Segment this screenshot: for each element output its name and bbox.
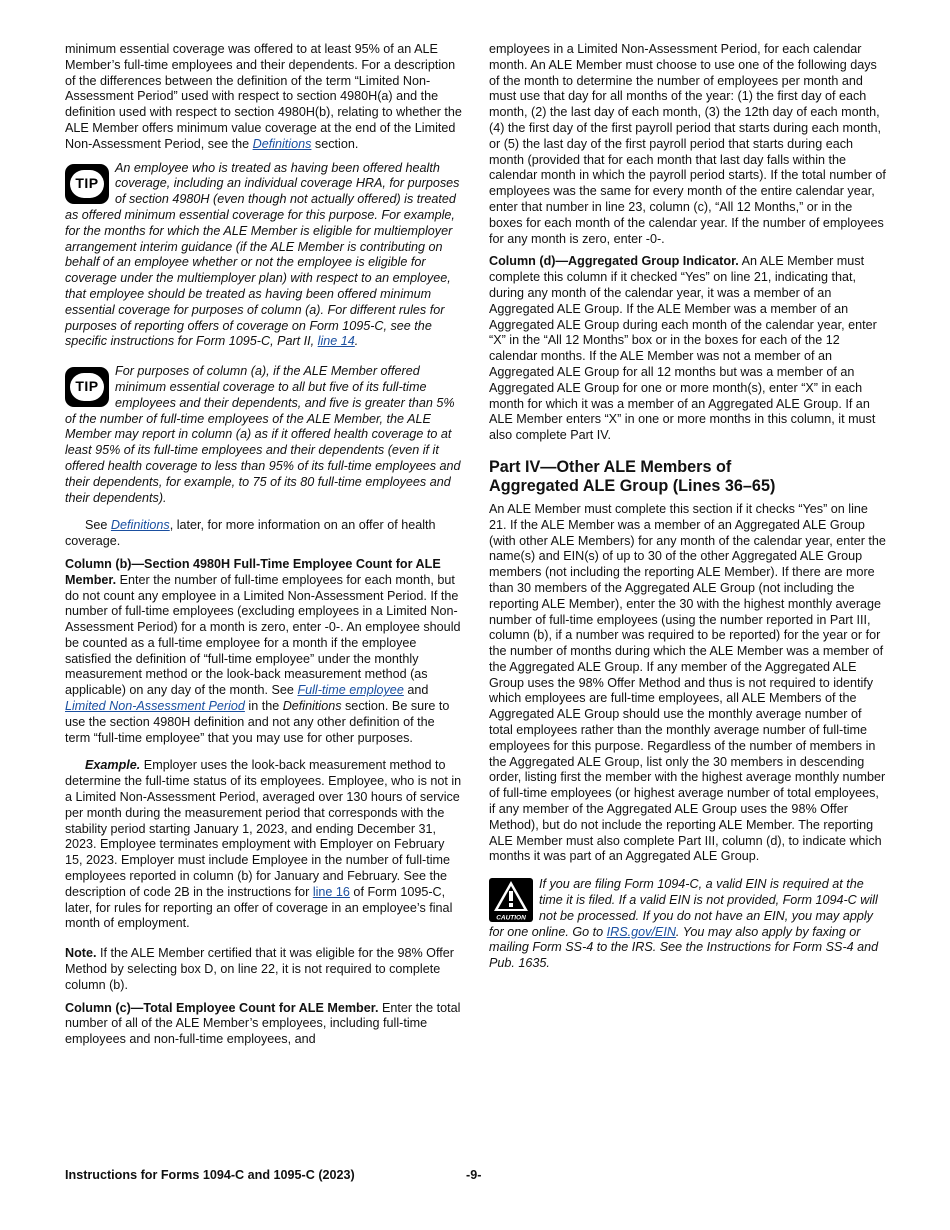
full-time-employee-link[interactable]: Full-time employee [297, 683, 404, 698]
left-column [65, 42, 463, 1055]
column-d-heading: Column (d)—Aggregated Group Indicator. [489, 254, 739, 269]
tip-icon: TIP [65, 367, 109, 407]
tip-text-1: An employee who is treated as having been offered health coverage, including an individual coverage HRA, for purposes of section 4980H (even though not actually offered) is treated as offered minimum essential coverage for this purpose. For example, for the months for which the ALE Member is eligible for multiemployer arrangement interim guidance (if the ALE Member is contributing on behalf of an employee whether or not the employee is eligible for coverage under the multiemployer plan) with respect to an employee, that employee should be treated as having been offered minimum essential coverage for purposes of column (a). For different rules for purposes of reporting offers of coverage on Form 1095-C, see the specific instructions for Form 1095-C, Part II, line 14. [65, 160, 460, 349]
column-d-paragraph: Column (d)—Aggregated Group Indicator. An ALE Member must complete this column if it checked “Yes” on line 21, indicating that, during any month of the calendar year, it was a member of an Aggregated ALE Group. If the ALE Member was a member of an Aggregated ALE Group during each month of the calendar year, enter “X” in the “All 12 Months” box or in the boxes for each of the 12 calendar months. If the ALE Member was not a member of an Aggregated ALE Group for all 12 months but was a member of an Aggregated ALE Group for one or more month(s), enter “X” in each month for which it was a member of an Aggregated ALE Group. If an ALE Member enters “X” in one or more months in this column, it must also complete Part IV. [489, 254, 877, 443]
line-14-link[interactable]: line 14 [317, 334, 355, 349]
page-number: -9- [466, 1168, 482, 1182]
see-definitions-paragraph: See Definitions, later, for more information on an offer of health coverage. [65, 518, 436, 549]
tip-box-1 [65, 161, 463, 351]
column-c-heading: Column (c)—Total Employee Count for ALE Member. [65, 1000, 379, 1015]
tip-box-2 [65, 364, 463, 506]
tip-icon: TIP [65, 164, 109, 204]
caution-icon [489, 878, 533, 922]
column-b-heading: Column (b)—Section 4980H Full-Time Employee Count for ALE Member. [65, 556, 441, 587]
definitions-link[interactable]: Definitions [110, 518, 170, 533]
caution-label: CAUTION [496, 914, 526, 922]
note-label: Note. [65, 946, 97, 961]
caution-box [489, 877, 886, 972]
right-column [489, 42, 886, 982]
caution-text: If you are filing Form 1094-C, a valid EIN is required at the time it is filed. If a valid EIN is not provided, Form 1094-C will not be processed. If you do not have an EIN, you may apply for one online. Go to IRS.gov/EIN. You may also apply by faxing or mailing Form SS-4 to the IRS. See the Instructions for Form SS-4 and Pub. 1635. [489, 877, 879, 971]
intro-paragraph: minimum essential coverage was offered to at least 95% of an ALE Member’s full-time employees and their dependents. For a description of the differences between the definition of the term “Limited Non-Assessment Period” used with respect to section 4980H(a) and the definition used with respect to section 4980H(b), relating to whether the ALE Member offers minimum value coverage at the end of the Limited Non-Assessment Period, see the Definitions section. [65, 42, 462, 151]
line-16-link[interactable]: line 16 [312, 884, 350, 899]
column-c-paragraph: Column (c)—Total Employee Count for ALE Member. Enter the total number of all of the ALE Member’s employees, including full-time employees and non-full-time employees, and [65, 1000, 461, 1047]
part-iv-heading: Part IV—Other ALE Members of Aggregated ALE Group (Lines 36–65) [489, 457, 776, 495]
footer-title: Instructions for Forms 1094-C and 1095-C (2023) [65, 1168, 355, 1182]
column-c-continued-paragraph: employees in a Limited Non-Assessment Period, for each calendar month. An ALE Member must choose to use one of the following days of the month to determine the number of employees per month and must use that day for all months of the year: (1) the first day of each month, (2) the last day of each month, (3) the 12th day of each month, (4) the first day of the first payroll period that starts during each month, or (5) the last day of the first payroll period that starts during each month (provided that for each month that last day falls within the calendar month in which the payroll period starts). If the total number of employees was the same for every month of the entire calendar year, enter that number in line 23, column (c), “All 12 Months,” or in the boxes for each month of the calendar year. If the number of employees for any month is zero, enter -0-. [489, 42, 886, 246]
definitions-link[interactable]: Definitions [252, 136, 312, 151]
column-b-paragraph: Column (b)—Section 4980H Full-Time Employee Count for ALE Member. Enter the number of full-time employees for each month, but do not count any employee in a Limited Non-Assessment Period. If the number of full-time employees (excluding employees in a Limited Non-Assessment Period) for a month is zero, enter -0-. An employee should be counted as a full-time employee for a month if the employee satisfied the definition of “full-time employee” under the monthly measurement method or the look-back measurement method (as applicable) on any day of the month. See Full-time employee and Limited Non-Assessment Period in the Definitions section. Be sure to use the section 4980H definition and not any other definition of the term “full-time employee” that you may use for other purposes. [65, 556, 461, 745]
note-paragraph: Note. If the ALE Member certified that it was eligible for the 98% Offer Method by selecting box D, on line 22, it is not required to complete column (b). [65, 946, 454, 992]
irs-ein-link[interactable]: IRS.gov/EIN [606, 924, 676, 939]
example-label: Example. [85, 758, 141, 773]
tip-text-2: For purposes of column (a), if the ALE Member offered minimum essential coverage to all but five of its full-time employees and their dependents, and five is greater than 5% of the number of full-time employees of the ALE Member, the ALE Member may report in column (a) as if it offered health coverage to at least 95% of its full-time employees and their dependents (even if it offered health coverage to less than 95% of its full-time employees and their dependents, for example, to 75 of its 80 full-time employees and their dependents). [65, 364, 461, 505]
limited-non-assessment-period-link[interactable]: Limited Non-Assessment Period [65, 699, 245, 714]
part-iv-paragraph: An ALE Member must complete this section if it checks “Yes” on line 21. If the ALE Member was a member of an Aggregated ALE Group (with other ALE Members) for any month of the calendar year, enter the name(s) and EIN(s) of up to 30 of the other Aggregated ALE Group members (not including the reporting ALE Member). If there are more than 30 members of the Aggregated ALE Group (not including the reporting ALE Member), enter the 30 with the highest monthly average number of full-time employees (using the number reported in Part III, column (b), if a number was required to be reported) for the year or for the number of months during which the ALE Member was a member of the Aggregated ALE Group. If any member of the Aggregated ALE Group uses the 98% Offer Method and thus is not required to identify which employees are full-time employees, all ALE Members of the Aggregated ALE Group should use the monthly average number of total employees rather than the monthly average number of full-time employees for this purpose. Regardless of the number of members in the Aggregated ALE Group, list only the 30 members in descending order, listing first the member with the highest average monthly number of full-time employees (or highest average number of total employees, if any member of the Aggregated ALE Group uses the 98% Offer Method), but do not include the reporting ALE Member. The reporting ALE Member must also complete Part III, column (d), to indicate which months it was part of an Aggregated ALE Group. [489, 501, 886, 864]
example-paragraph: Example. Employer uses the look-back measurement method to determine the full-time status of its employees. Employee, who is not in a Limited Non-Assessment Period, averaged over 130 hours of service per month during the measurement period that corresponds with the stability period starting January 1, 2023, and ending December 31, 2023. Employee terminates employment with Employer on February 15, 2023. Employer must include Employee in the number of full-time employees reported in column (b) for January and February. See the description of code 2B in the instructions for line 16 of Form 1095-C, later, for rules for reporting an offer of coverage in an employee’s final month of employment. [65, 758, 462, 931]
